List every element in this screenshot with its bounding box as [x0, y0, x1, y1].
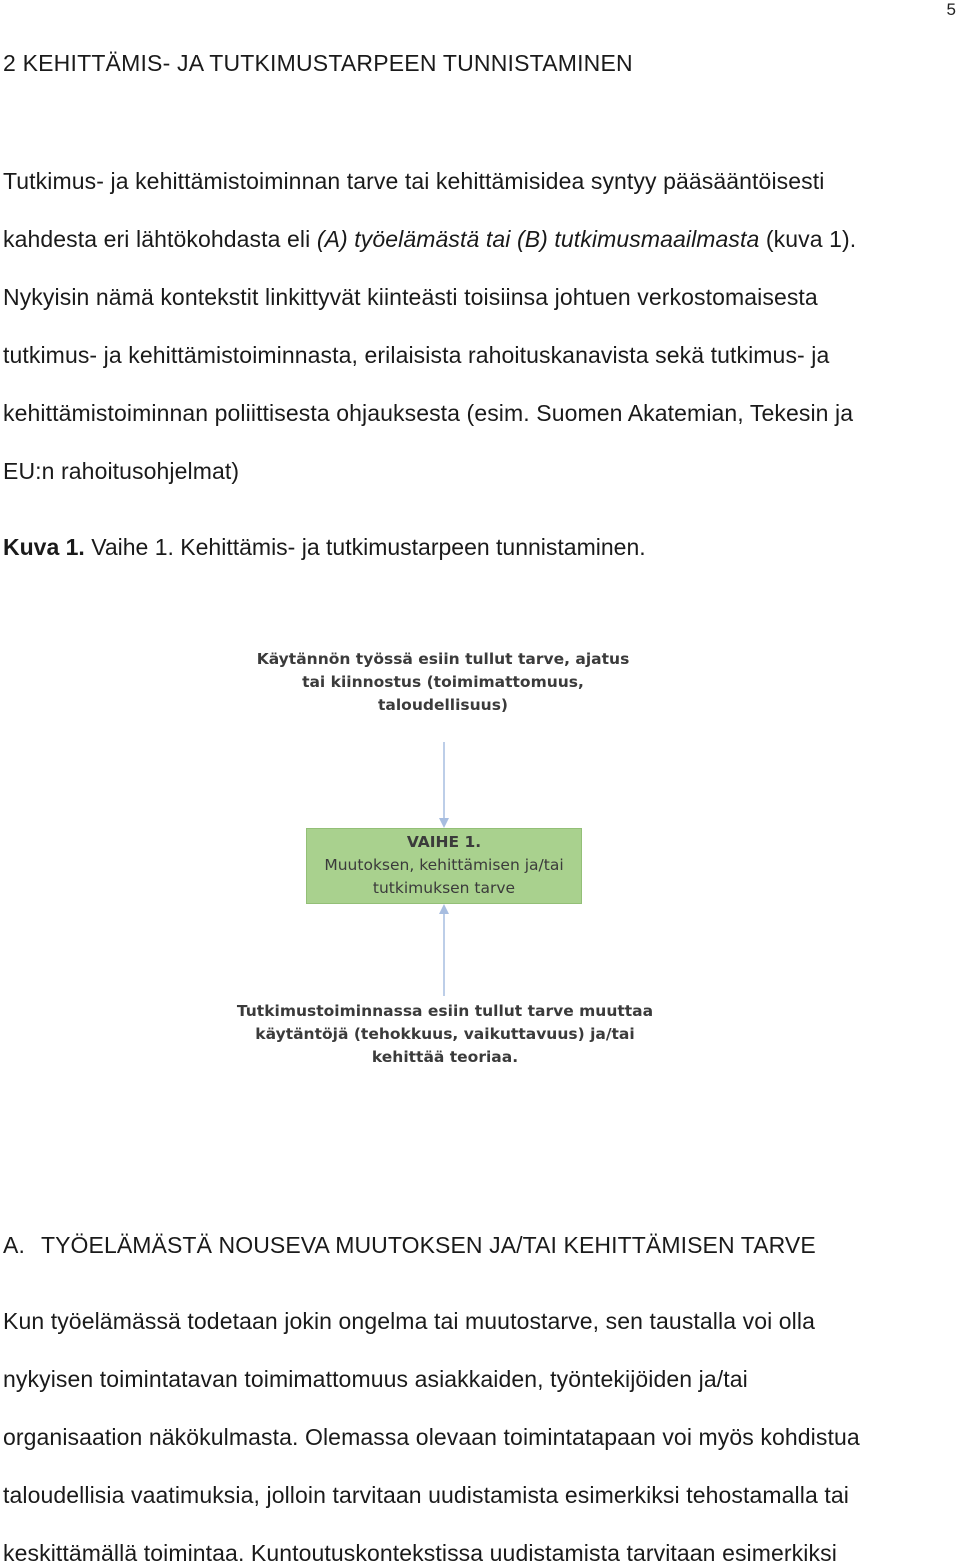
paragraph-line: taloudellisia vaatimuksia, jolloin tarvitaan uudistamista esimerkiksi tehostamalla tai: [3, 1482, 849, 1508]
diagram-bottom-text: Tutkimustoiminnassa esiin tullut tarve muuttaa käytäntöjä (tehokkuus, vaikuttavuus) ja/tai kehittää teoriaa.: [236, 1002, 654, 1066]
phase-line: tutkimuksen tarve: [372, 879, 516, 897]
phase-title: VAIHE 1.: [406, 833, 482, 851]
subsection-title: TYÖELÄMÄSTÄ NOUSEVA MUUTOKSEN JA/TAI KEHITTÄMISEN TARVE: [40, 1232, 816, 1258]
figure-caption: [3, 534, 646, 561]
text-span: kahdesta eri lähtökohdasta eli: [3, 226, 317, 252]
section-heading: 2 KEHITTÄMIS- JA TUTKIMUSTARPEEN TUNNISTAMINEN: [3, 50, 633, 76]
paragraph-line: tutkimus- ja kehittämistoiminnasta, erilaisista rahoituskanavista sekä tutkimus- ja: [3, 342, 830, 368]
subsection-heading: [3, 1232, 816, 1259]
paragraph-line: kehittämistoiminnan poliittisesta ohjauksesta (esim. Suomen Akatemian, Tekesin ja: [3, 400, 854, 426]
subsection-label: A.: [3, 1232, 25, 1258]
text-span: (kuva 1).: [759, 226, 857, 252]
paragraph-line: Kun työelämässä todetaan jokin ongelma tai muutostarve, sen taustalla voi olla: [3, 1308, 815, 1334]
caption-label: Kuva 1.: [3, 534, 85, 560]
paragraph-line: EU:n rahoitusohjelmat): [3, 458, 240, 484]
paragraph-line: Nykyisin nämä kontekstit linkittyvät kiinteästi toisiinsa johtuen verkostomaisesta: [3, 284, 818, 310]
arrow-up-head: [439, 904, 449, 914]
page-number: 5: [946, 0, 956, 19]
paragraph-line: keskittämällä toimintaa. Kuntoutuskontekstissa uudistamista tarvitaan esimerkiksi: [3, 1540, 837, 1566]
paragraph-line: organisaation näkökulmasta. Olemassa olevaan toimintatapaan voi myös kohdistua: [3, 1424, 860, 1450]
caption-text: Vaihe 1. Kehittämis- ja tutkimustarpeen tunnistaminen.: [84, 534, 646, 560]
phase-line: Muutoksen, kehittämisen ja/tai: [324, 856, 564, 874]
paragraph-line: Tutkimus- ja kehittämistoiminnan tarve tai kehittämisidea syntyy pääsääntöisesti: [3, 168, 825, 194]
paragraph-line: nykyisen toimintatavan toimimattomuus asiakkaiden, työntekijöiden ja/tai: [3, 1366, 748, 1392]
phase-box: [306, 828, 582, 904]
arrow-down-head: [439, 818, 449, 828]
paragraph-line: [3, 226, 856, 253]
italic-text: (A) työelämästä tai (B) tutkimusmaailmasta: [316, 226, 760, 252]
diagram-top-text: Käytännön työssä esiin tullut tarve, ajatus tai kiinnostus (toimimattomuus, taloudellisuus): [256, 650, 630, 714]
